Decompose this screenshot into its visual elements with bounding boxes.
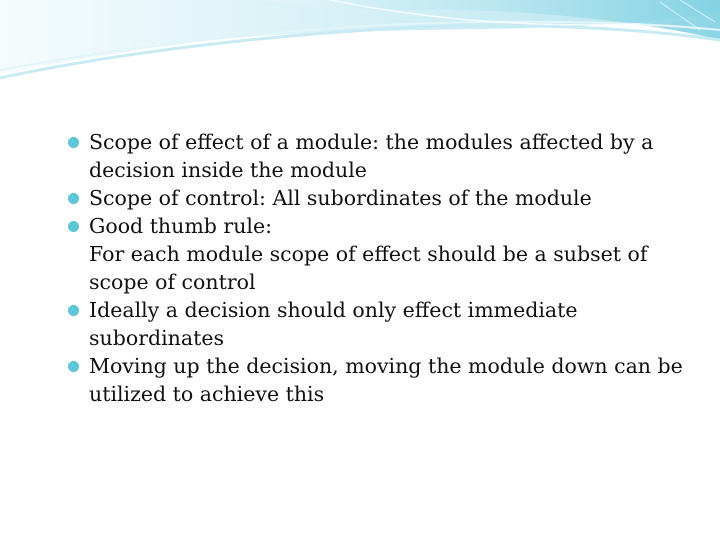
bullet-text: Scope of control: All subordinates of the module [89, 186, 592, 210]
circle-bullet-icon [68, 305, 79, 316]
bullet-item [66, 352, 686, 408]
bullet-list [66, 128, 686, 408]
circle-bullet-icon [68, 193, 79, 204]
circle-bullet-icon [68, 361, 79, 372]
bullet-text: Ideally a decision should only effect immediate subordinates [89, 298, 578, 350]
circle-bullet-icon [68, 221, 79, 232]
bullet-item [66, 128, 686, 184]
header-wave-decoration [0, 0, 720, 100]
bullet-item [66, 212, 686, 240]
bullet-text: For each module scope of effect should be a subset of scope of control [89, 242, 648, 294]
bullet-text: Moving up the decision, moving the module down can be utilized to achieve this [89, 354, 683, 406]
bullet-item [66, 184, 686, 212]
bullet-text: Good thumb rule: [89, 214, 273, 238]
slide-body [66, 128, 686, 408]
continuation-text [66, 240, 686, 296]
bullet-item [66, 296, 686, 352]
circle-bullet-icon [68, 137, 79, 148]
bullet-text: Scope of effect of a module: the modules affected by a decision inside the module [89, 130, 654, 182]
